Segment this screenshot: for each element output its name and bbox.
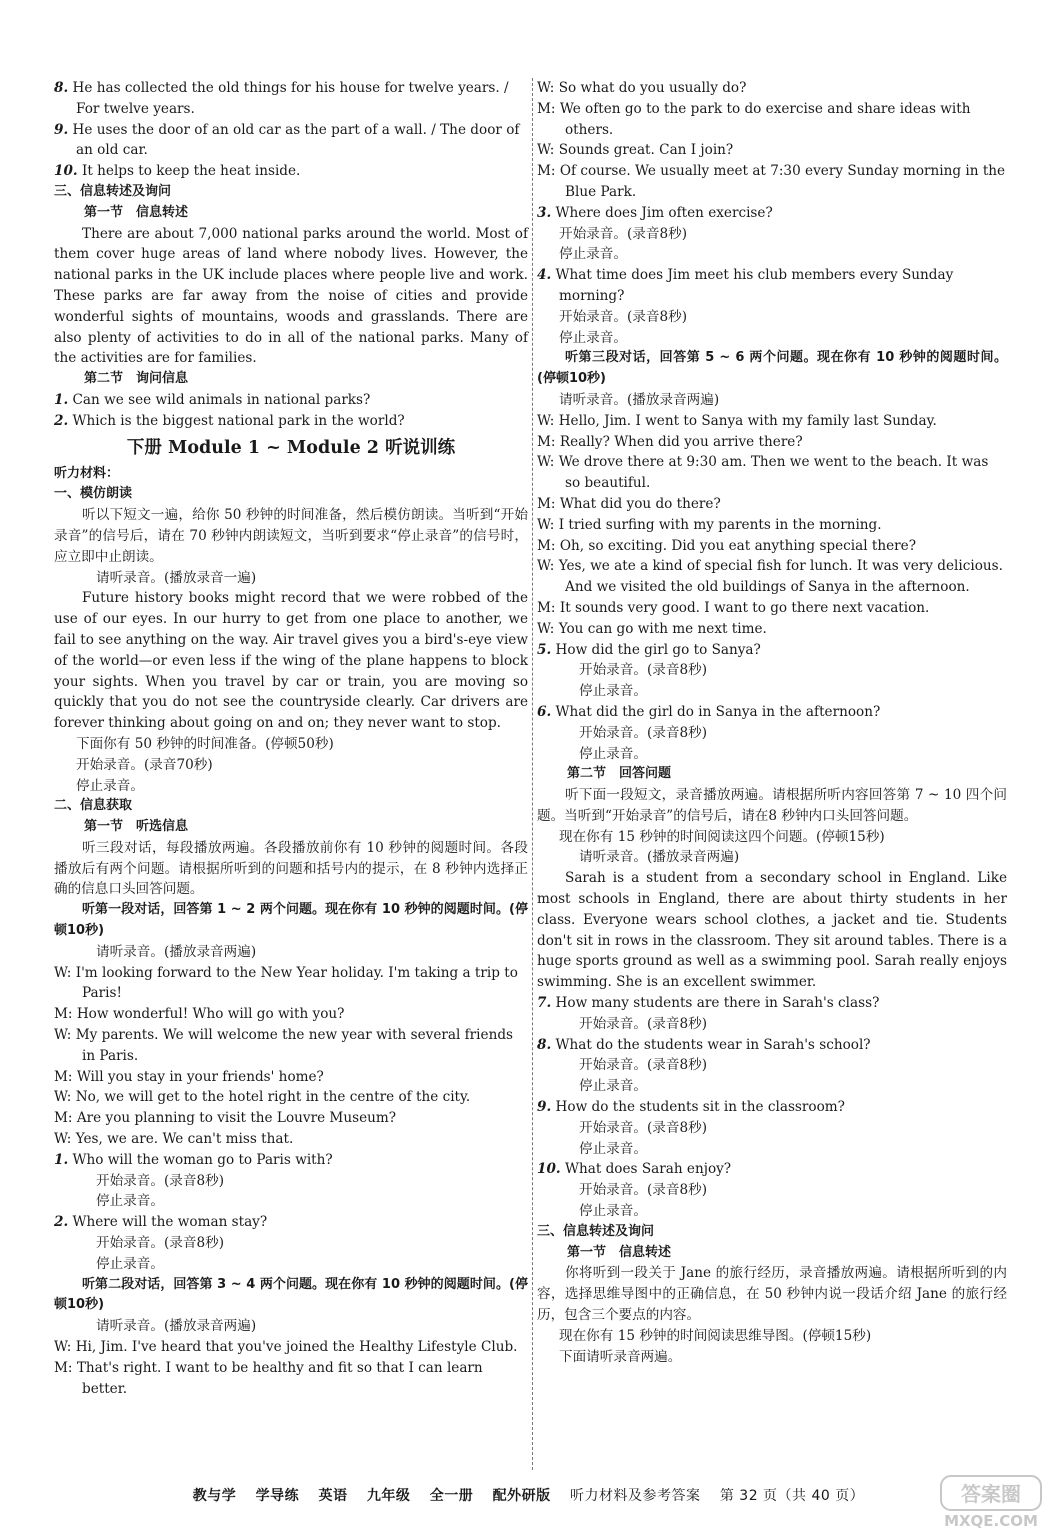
subsection-title: 第一节 听选信息 xyxy=(84,819,189,835)
left-column xyxy=(54,78,528,1399)
watermark-url: MXQE.COM xyxy=(944,1512,1038,1530)
instruction: 听下面一段短文，录音播放两遍。请根据所听内容回答第 7 ~ 10 四个问题。当听到“开始录音”的信号后，请在8 秒钟内口头回答问题。 xyxy=(537,787,1007,824)
dialogue-line: M: It sounds very good. I want to go there next vacation. xyxy=(537,599,930,616)
dialogue-line: M: That's right. I want to be healthy and fit so that I can learn better. xyxy=(54,1359,483,1397)
stop-recording: 停止录音。 xyxy=(579,745,647,762)
passage: Sarah is a student from a secondary school in England. Like most schools in England, there are about thirty students in her class. Everyone wears school clothes, a jacket and tie. Students don't sit in rows in the classroom. They sit around tables. There is a huge sports ground as well as a swimming pool. Sarah really enjoys swimming. She is an excellent swimmer. xyxy=(537,870,1007,991)
dialogue-line: W: You can go with me next time. xyxy=(537,620,767,637)
prep-instruction: 现在你有 15 秒钟的时间阅读思维导图。(停顿15秒) xyxy=(559,1327,872,1344)
dialogue-line: M: How wonderful! Who will go with you? xyxy=(54,1006,345,1023)
question-item: 1. Can we see wild animals in national parks? xyxy=(54,391,371,408)
question-item: 2. Where will the woman stay? xyxy=(54,1214,268,1231)
footer-series: 学导练 xyxy=(255,1488,300,1504)
materials-label: 听力材料： xyxy=(54,465,120,481)
start-recording: 开始录音。(录音8秒) xyxy=(579,1015,708,1032)
prep-instruction: 现在你有 15 秒钟的时间阅读这四个问题。(停顿15秒) xyxy=(559,828,885,845)
dialogue-line: M: Really? When did you arrive there? xyxy=(537,433,803,450)
dialogue-line: W: So what do you usually do? xyxy=(537,80,747,96)
dialogue-header: 听第三段对话，回答第 5 ~ 6 两个问题。现在你有 10 秒钟的阅题时间。(停顿10秒) xyxy=(537,350,1007,387)
stop-recording: 停止录音。 xyxy=(96,1193,164,1210)
subsection-title: 第二节 询问信息 xyxy=(84,371,189,387)
stop-recording: 停止录音。 xyxy=(579,683,647,700)
footer-edition: 配外研版 xyxy=(492,1488,551,1504)
prep-instruction: 下面你有 50 秒钟的时间准备。(停顿50秒) xyxy=(76,735,334,752)
dialogue-line: W: Hello, Jim. I went to Sanya with my family last Sunday. xyxy=(537,412,937,429)
question-item: 2. Which is the biggest national park in the world? xyxy=(54,412,405,429)
dialogue-line: W: Yes, we ate a kind of special fish for lunch. It was very delicious. And we visited the old buildings of Sanya in the afternoon. xyxy=(537,558,1003,596)
page-footer xyxy=(0,1485,1057,1505)
footer-grade: 九年级 xyxy=(366,1488,411,1504)
start-recording: 开始录音。(录音8秒) xyxy=(579,662,708,679)
page-number: 第 32 页（共 40 页） xyxy=(719,1488,865,1504)
play-instruction: 请听录音。(播放录音两遍) xyxy=(96,1318,257,1335)
answer-item: 10. It helps to keep the heat inside. xyxy=(54,163,301,180)
right-column xyxy=(537,78,1007,1367)
watermark-text: 答案圈 xyxy=(961,1482,1021,1506)
question-item: 9. How do the students sit in the classroom? xyxy=(537,1099,845,1116)
question-item: 7. How many students are there in Sarah's class? xyxy=(537,995,880,1012)
instruction: 听以下短文一遍，给你 50 秒钟的时间准备，然后模仿朗读。当听到“开始录音”的信号后，请在 70 秒钟内朗读短文，当听到要求“停止录音”的信号时，应立即中止朗读。 xyxy=(54,507,528,565)
play-instruction: 请听录音。(播放录音两遍) xyxy=(96,943,257,960)
question-item: 8. What do the students wear in Sarah's school? xyxy=(537,1036,871,1053)
dialogue-line: W: My parents. We will welcome the new year with several friends in Paris. xyxy=(54,1027,513,1064)
answer-item: 9. He uses the door of an old car as the part of a wall. / The door of an old car. xyxy=(54,121,520,159)
answer-item: 8. He has collected the old things for his house for twelve years. / For twelve years. xyxy=(54,80,509,117)
question-item: 4. What time does Jim meet his club members every Sunday morning? xyxy=(537,267,954,304)
dialogue-line: M: What did you do there? xyxy=(537,495,721,512)
section-title: 一、模仿朗读 xyxy=(54,486,133,502)
subsection-title: 第二节 回答问题 xyxy=(567,766,672,782)
question-item: 6. What did the girl do in Sanya in the afternoon? xyxy=(537,703,881,720)
start-recording: 开始录音。(录音8秒) xyxy=(579,1057,708,1074)
dialogue-line: W: We drove there at 9:30 am. Then we went to the beach. It was so beautiful. xyxy=(537,454,989,492)
dialogue-line: M: Oh, so exciting. Did you eat anything special there? xyxy=(537,537,917,554)
dialogue-line: M: Are you planning to visit the Louvre Museum? xyxy=(54,1110,397,1127)
dialogue-header: 听第一段对话，回答第 1 ~ 2 两个问题。现在你有 10 秒钟的阅题时间。(停顿10秒) xyxy=(54,902,528,939)
subsection-title: 第一节 信息转述 xyxy=(567,1244,672,1260)
stop-recording: 停止录音。 xyxy=(579,1140,647,1157)
watermark-logo-icon xyxy=(939,1474,1043,1530)
question-item: 3. Where does Jim often exercise? xyxy=(537,204,773,221)
stop-recording: 停止录音。 xyxy=(559,246,627,263)
start-recording: 开始录音。(录音8秒) xyxy=(96,1172,225,1189)
dialogue-line: W: Hi, Jim. I've heard that you've joined the Healthy Lifestyle Club. xyxy=(54,1339,518,1356)
start-recording: 开始录音。(录音8秒) xyxy=(579,1182,708,1199)
section-title: 三、信息转述及询问 xyxy=(54,183,172,199)
start-recording: 开始录音。(录音8秒) xyxy=(559,225,688,242)
passage: There are about 7,000 national parks around the world. Most of them cover huge areas of land where nobody lives. However, the national parks in the UK include places where people live and work. These parks are far away from the noise of cities and provide wonderful sights of mountains, woods and grasslands. There are also plenty of activities to do in all of the national parks. Many of the activities are for families. xyxy=(54,225,528,367)
passage: Future history books might record that we were robbed of the use of our eyes. In our hurry to get from one place to another, we fail to see anything on the way. Air travel gives you a bird's-eye view of the world—or even less if the wing of the plane happens to block your sights. When you travel by car or train, you are moving so quickly that you do not see the countryside clearly. Car drivers are forever thinking about going on and on; they never want to stop. xyxy=(54,590,528,732)
dialogue-header: 听第二段对话，回答第 3 ~ 4 两个问题。现在你有 10 秒钟的阅题时间。(停顿10秒) xyxy=(54,1276,528,1313)
dialogue-line: W: I'm looking forward to the New Year holiday. I'm taking a trip to Paris! xyxy=(54,964,518,1002)
stop-recording: 停止录音。 xyxy=(579,1078,647,1095)
instruction: 听三段对话，每段播放两遍。各段播放前你有 10 秒钟的阅题时间。各段播放后有两个问题。请根据所听到的问题和括号内的提示，在 8 秒钟内选择正确的信息口头回答问题。 xyxy=(54,839,528,898)
play-instruction: 请听录音。(播放录音两遍) xyxy=(579,849,740,866)
module-title: 下册 Module 1 ~ Module 2 听说训练 xyxy=(126,437,456,458)
dialogue-line: W: No, we will get to the hotel right in the centre of the city. xyxy=(54,1089,471,1106)
dialogue-line: W: Yes, we are. We can't miss that. xyxy=(54,1131,294,1148)
dialogue-line: W: Sounds great. Can I join? xyxy=(537,142,734,159)
stop-recording: 停止录音。 xyxy=(96,1255,164,1272)
column-divider xyxy=(532,78,533,1470)
stop-recording: 停止录音。 xyxy=(579,1203,647,1220)
subsection-title: 第一节 信息转述 xyxy=(84,204,189,220)
dialogue-line: M: We often go to the park to do exercise and share ideas with others. xyxy=(537,100,971,138)
section-title: 二、信息获取 xyxy=(54,798,133,814)
instruction: 你将听到一段关于 Jane 的旅行经历，录音播放两遍。请根据所听到的内容，选择思维导图中的正确信息，在 50 秒钟内说一段话介绍 Jane 的旅行经历，包含三个要点的内容。 xyxy=(537,1265,1007,1324)
question-item: 5. How did the girl go to Sanya? xyxy=(537,641,761,658)
stop-recording: 停止录音。 xyxy=(76,777,144,794)
question-item: 10. What does Sarah enjoy? xyxy=(537,1161,732,1178)
footer-section: 听力材料及参考答案 xyxy=(569,1488,701,1504)
dialogue-line: M: Of course. We usually meet at 7:30 every Sunday morning in the Blue Park. xyxy=(537,163,1006,200)
play-instruction: 请听录音。(播放录音两遍) xyxy=(559,391,720,408)
footer-subject: 英语 xyxy=(318,1488,348,1504)
start-recording: 开始录音。(录音8秒) xyxy=(579,1119,708,1136)
stop-recording: 停止录音。 xyxy=(559,329,627,346)
play-instruction: 下面请听录音两遍。 xyxy=(559,1348,682,1365)
question-item: 1. Who will the woman go to Paris with? xyxy=(54,1151,333,1168)
footer-brand: 教与学 xyxy=(192,1488,237,1504)
footer-volume: 全一册 xyxy=(429,1488,474,1504)
start-recording: 开始录音。(录音8秒) xyxy=(96,1235,225,1252)
start-recording: 开始录音。(录音8秒) xyxy=(559,308,688,325)
section-title: 三、信息转述及询问 xyxy=(537,1223,655,1239)
start-recording: 开始录音。(录音70秒) xyxy=(76,756,213,773)
start-recording: 开始录音。(录音8秒) xyxy=(579,724,708,741)
dialogue-line: M: Will you stay in your friends' home? xyxy=(54,1068,324,1085)
dialogue-line: W: I tried surfing with my parents in the morning. xyxy=(537,516,882,533)
play-instruction: 请听录音。(播放录音一遍) xyxy=(96,569,257,586)
